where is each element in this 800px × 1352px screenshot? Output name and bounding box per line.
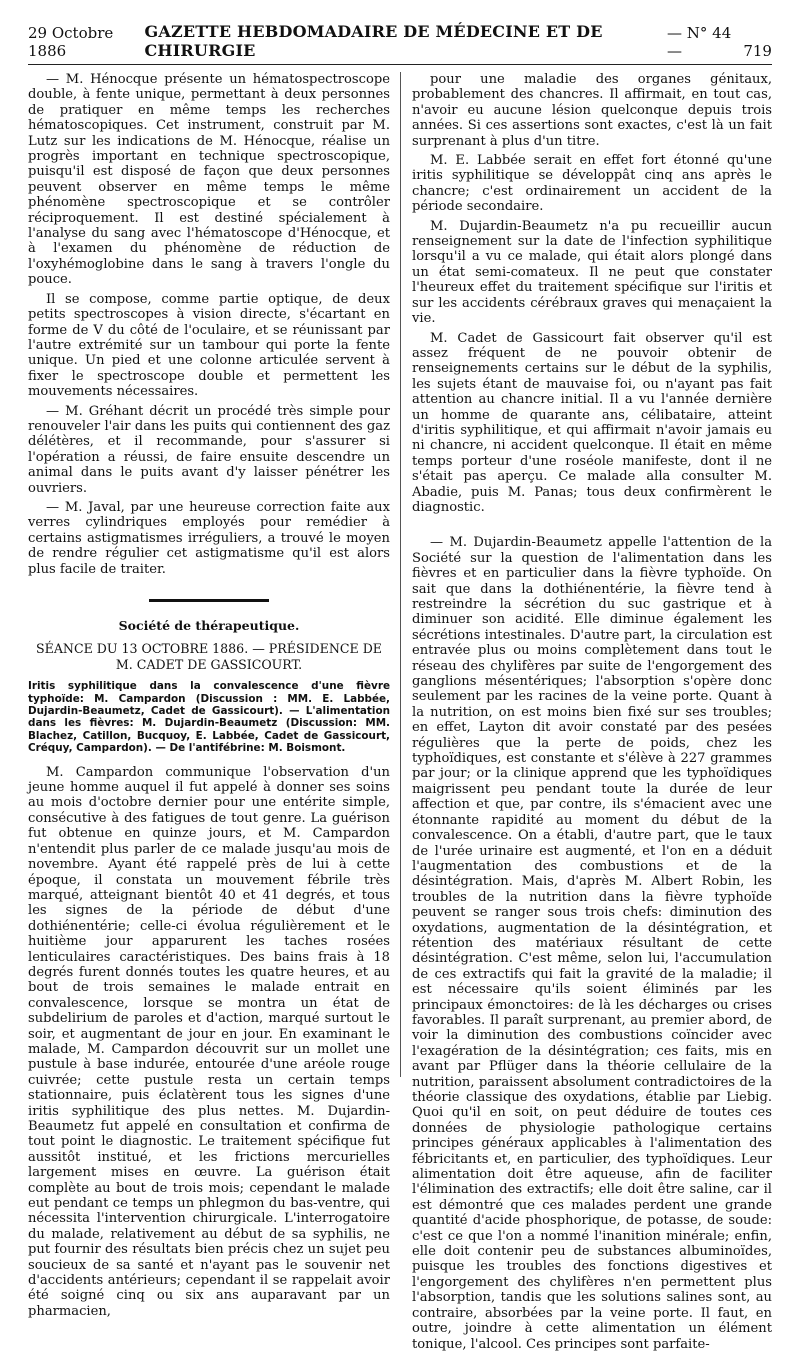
page-number: 719 [743, 42, 772, 60]
issue-number: — N° 44 — [666, 24, 732, 60]
left-column [28, 72, 390, 1319]
paragraph-campardon: M. Campardon communique l'observation d'un jeune homme auquel il fut appelé à donner ses soins au mois d'octobre dernier pour une entérite simple, consécutive à des fatigues de tout genre. La guérison fut obtenue en quinze jours, et M. Campardon n'entendit plus parler de ce malade jusqu'au mois de novembre. Ayant été rappelé près de lui à cette époque, il constata un mouvement fébrile très marqué, atteignant bientôt 40 et 41 degrés, et tous les signes de la période de début d'une dothiénentérie; celle-ci évolua régulièrement et le huitième jour apparurent les taches rosées lenticulaires caractéristiques. Des bains frais à 18 degrés furent donnés toutes les quatre heures, et au bout de trois semaines le malade entrait en convalescence, lorsque se montra un état de subdelirium de paroles et d'action, marqué surtout le soir, et augmentant de jour en jour. En examinant le malade, M. Campardon découvrit sur un mollet une pustule à base indurée, entourée d'une aréole rouge cuivrée; cette pustule resta un certain temps stationnaire, puis éclatèrent tous les signes d'une iritis syphilitique des plus nettes. M. Dujardin-Beaumetz fut appelé en consultation et confirma de tout point le diagnostic. Le traitement spécifique fut aussitôt institué, et les frictions mercurielles largement mises en œuvre. La guérison était complète au bout de trois mois; cependant le malade eut pendant ce temps un phlegmon du bas-ventre, qui nécessita l'intervention chirurgicale. L'interrogatoire du malade, relativement au début de sa syphilis, ne put fournir des résultats bien précis chez un sujet peu soucieux de sa santé et n'ayant pas le souvenir net d'accidents antérieurs; cependant il se rappelait avoir été soigné cinq ou six ans auparavant par un pharmacien, [28, 764, 390, 1319]
paragraph-gap [412, 519, 772, 535]
paragraph-javal: — M. Javal, par une heureuse correction faite aux verres cylindriques employés pour remédier à certains astigmatismes irréguliers, a trouvé le moyen de rendre régulier cet astigmatisme qu'il est alors plus facile de traiter. [28, 499, 390, 577]
section-title: Société de thérapeutique. [118, 618, 300, 633]
seance-heading: SÉANCE DU 13 OCTOBRE 1886. — PRÉSIDENCE DE M. CADET DE GASSICOURT. [36, 641, 382, 672]
paragraph-labbee: M. E. Labbée serait en effet fort étonné qu'une iritis syphilitique se développât cinq ans après le chancre; c'est ordinairement un accident de la période secondaire. [412, 153, 772, 215]
paragraph-campardon-continued: pour une maladie des organes génitaux, probablement des chancres. Il affirmait, en tout cas, n'avoir eu aucune lésion quelconque depuis trois années. Si ces assertions sont exactes, c'est là un fait surprenant à plus d'un titre. [412, 72, 772, 149]
paragraph-grehant: — M. Gréhant décrit un procédé très simple pour renouveler l'air dans les puits qui contiennent des gaz délétères, et il recommande, pour s'assurer si l'opération a réussi, de faire ensuite descendre un animal dans le puits avant d'y laisser pénétrer les ouvriers. [28, 403, 390, 496]
paragraph-spectroscope-description: Il se compose, comme partie optique, de deux petits spectroscopes à vision directe, s'écartant en forme de V du côté de l'oculaire, et se réunissant par l'autre extrémité sur un tambour qui porte la fente unique. Un pied et une colonne articulée servent à fixer le spectroscope double et permettent les mouvements nécessaires. [28, 291, 390, 400]
header-date: 29 Octobre 1886 [28, 24, 114, 60]
paragraph-cadet-de-gassicourt: M. Cadet de Gassicourt fait observer qu'il est assez fréquent de ne pouvoir obtenir de renseignements certains sur le début de la syphilis, les sujets étant de mauvaise foi, ou n'ayant pas fait attention au chancre initial. Il a vu l'année dernière un homme de quarante ans, célibataire, atteint d'iritis syphilitique, et qui affirmait n'avoir jamais eu ni chancre, ni accident quelconque. Il était en même temps porteur d'une roséole manifeste, dont il ne s'était pas aperçu. Ce malade alla consulter M. Abadie, puis M. Panas; tous deux confirmèrent le diagnostic. [412, 330, 772, 515]
right-column [412, 72, 772, 1352]
column-divider [400, 72, 401, 1077]
session-summary: Iritis syphilitique dans la convalescence d'une fièvre typhoïde: M. Campardon (Discussion : MM. E. Labbée, Dujardin-Beaumetz, Cadet de Gassicourt). — L'alimentation dans les fièvres: M. Dujardin-Beaumetz (Discussion: MM. Blachez, Catillon, Bucquoy, E. Labbée, Cadet de Gassicourt, Créquy, Campardon). — De l'antifébrine: M. Boismont. [28, 680, 390, 755]
paragraph-alimentation-fievres: — M. Dujardin-Beaumetz appelle l'attention de la Société sur la question de l'alimentation dans les fièvres et en particulier dans la fièvre typhoïde. On sait que dans la dothiénentérie, la fièvre tend à restreindre la sécrétion du suc gastrique et à diminuer son acidité. Elle diminue également les sécrétions intestinales. D'autre part, la circulation est entravée plus ou moins complètement dans tout le réseau des chylifères par suite de l'engorgement des ganglions mésentériques; l'absorption s'opère donc seulement par les racines de la veine porte. Quant à la nutrition, on est moins bien fixé sur ses troubles; en effet, Layton dit avoir constaté par des pesées régulières que la perte de poids, chez les typhoïdiques, est constante et s'élève à 227 grammes par jour; or la clinique apprend que les typhoïdiques maigrissent peu pendant toute la durée de leur affection et que, par contre, ils s'émacient avec une étonnante rapidité au moment du début de la convalescence. On a établi, d'autre part, que le taux de l'urée urinaire est augmenté, et l'on en a déduit l'augmentation des combustions et de la désintégration. Mais, d'après M. Albert Robin, les troubles de la nutrition dans la fièvre typhoïde peuvent se ranger sous trois chefs: diminution des oxydations, augmentation de la désintégration, et rétention des matériaux résultant de cette désintégration. C'est même, selon lui, l'accumulation de ces extractifs qui fait la gravité de la maladie; il est nécessaire qu'ils soient éliminés par les principaux émonctoires: de là les décharges ou crises favorables. Il paraît surprenant, au premier abord, de voir la diminution des combustions coïncider avec l'exagération de la désintégration; ces faits, mis en avant par Pflüger dans la théorie cellulaire de la nutrition, paraissent absolument contradictoires de la théorie classique des oxydations, établie par Liebig. Quoi qu'il en soit, on peut déduire de toutes ces données de physiologie pathologique certains principes généraux applicables à l'alimentation des fébricitants et, en particulier, des typhoïdiques. Leur alimentation doit être aqueuse, afin de faciliter l'élimination des extractifs; elle doit être saline, car il est démontré que ces malades perdent une grande quantité d'acide phosphorique, de potasse, de soude: c'est ce que l'on a nommé l'inanition minérale; enfin, elle doit contenir peu de substances albuminoïdes, puisque les troubles des fonctions digestives et l'engorgement des chylifères n'en permettent plus l'absorption, tandis que les solutions salines sont, au contraire, absorbées par la veine porte. Il faut, en outre, joindre à cette alimentation un élément tonique, l'alcool. Ces principes sont parfaite- [412, 535, 772, 1352]
page-header [28, 22, 772, 65]
paragraph-dujardin-beaumetz: M. Dujardin-Beaumetz n'a pu recueillir aucun renseignement sur la date de l'infection syphilitique lorsqu'il a vu ce malade, qui était alors plongé dans un état semi-comateux. Il ne peut que constater l'heureux effet du traitement spécifique sur l'iritis et sur les accidents cérébraux graves qui menaçaient la vie. [412, 218, 772, 327]
paragraph-henocque: — M. Hénocque présente un hématospectroscope double, à fente unique, permettant à deux personnes de pratiquer en même temps les recherches hématoscopiques. Cet instrument, construit par M. Lutz sur les indications de M. Hénocque, réalise un progrès important en technique spectroscopique, puisqu'il est disposé de façon que deux personnes peuvent observer en même temps le même phénomène spectroscopique et se contrôler réciproquement. Il est destiné spécialement à l'analyse du sang avec l'hématoscope d'Hénocque, et à l'examen du phénomène de réduction de l'oxyhémoglobine dans le sang à travers l'ongle du pouce. [28, 72, 390, 288]
section-separator [149, 599, 269, 602]
journal-title: GAZETTE HEBDOMADAIRE DE MÉDECINE ET DE CHIRURGIE [144, 22, 603, 60]
